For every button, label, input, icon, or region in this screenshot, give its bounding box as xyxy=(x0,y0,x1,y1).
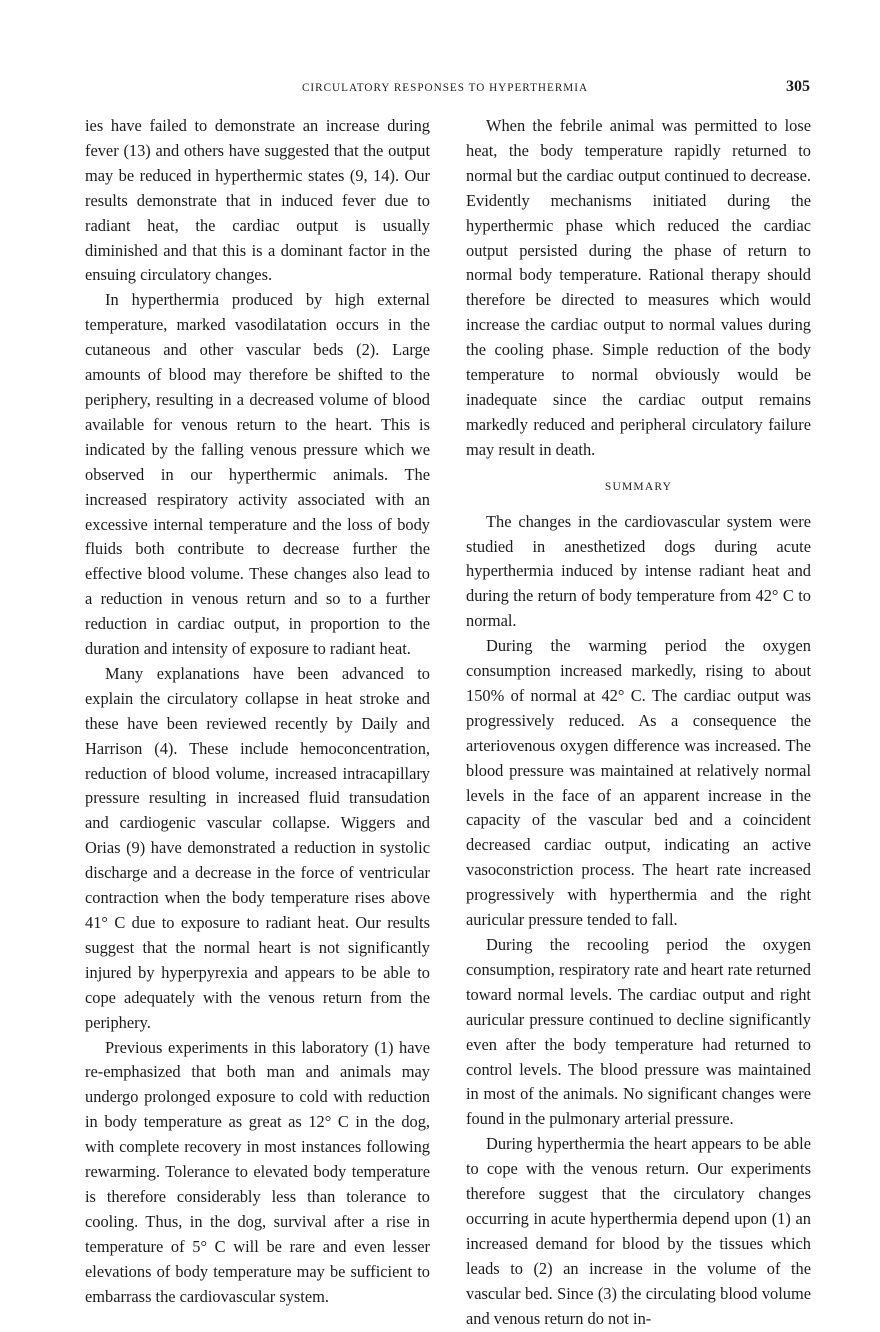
summary-paragraph: During the warming period the oxygen consumption increased markedly, rising to about 150% of normal at 42° C. The cardiac output was progressively reduced. As a consequence the arteriovenous oxygen difference was increased. The blood pressure was maintained at relatively normal levels in the face of an apparent increase in the capacity of the vascular bed and a coincident decreased cardiac output, indicating an active vasoconstriction process. The heart rate increased progressively with hyperthermia and the right auricular pressure tended to fall. xyxy=(466,636,811,930)
page-number: 305 xyxy=(786,78,810,95)
paragraph: When the febrile animal was permitted to lose heat, the body temperature rapidly returned to normal but the cardiac output continued to decrease. Evidently mechanisms initiated during the hyperthermic phase which reduced the cardiac output persisted during the phase of return to normal body temperature. Rational therapy should therefore be directed to measures which would increase the cardiac output to normal values during the cooling phase. Simple reduction of the body temperature to normal obviously would be inadequate since the cardiac output remains markedly reduced and peripheral circulatory failure may result in death. xyxy=(466,116,811,459)
running-head: CIRCULATORY RESPONSES TO HYPERTHERMIA xyxy=(301,82,589,94)
summary-paragraph: During hyperthermia the heart appears to be able to cope with the venous return. Our experiments therefore suggest that the circulatory changes occurring in acute hyperthermia depend upon (1) an increased demand for blood by the tissues which leads to (2) an increase in the volume of the vascular bed. Since (3) the circulating blood volume and venous return do not in- xyxy=(466,1134,811,1328)
left-column xyxy=(85,114,430,1310)
paragraph: ies have failed to demonstrate an increase during fever (13) and others have suggested that the output may be reduced in hyperthermic states (9, 14). Our results demonstrate that in induced fever due to radiant heat, the cardiac output is usually diminished and that this is a dominant factor in the ensuing circulatory changes. xyxy=(85,116,430,285)
right-column xyxy=(466,114,811,1332)
summary-heading: SUMMARY xyxy=(604,480,673,493)
paragraph: Many explanations have been advanced to explain the circulatory collapse in heat stroke and these have been reviewed recently by Daily and Harrison (4). These include hemoconcentration, reduction of blood volume, increased intracapillary pressure resulting in increased fluid transudation and cardiogenic vascular collapse. Wiggers and Orias (9) have demonstrated a reduction in systolic discharge and a decrease in the force of ventricular contraction when the body temperature rises above 41° C due to exposure to radiant heat. Our results suggest that the normal heart is not significantly injured by hyperpyrexia and appears to be able to cope adequately with the venous return from the periphery. xyxy=(85,663,430,1032)
summary-paragraph: The changes in the cardiovascular system were studied in anesthetized dogs during acute hyperthermia induced by intense radiant heat and during the return of body temperature from 42° C to normal. xyxy=(466,511,811,631)
summary-paragraph: During the recooling period the oxygen consumption, respiratory rate and heart rate returned toward normal levels. The cardiac output and right auricular pressure continued to decline significantly even after the body temperature had returned to control levels. The blood pressure was maintained in most of the animals. No significant changes were found in the pulmonary arterial pressure. xyxy=(466,935,811,1129)
paragraph: In hyperthermia produced by high external temperature, marked vasodilatation occurs in the cutaneous and other vascular beds (2). Large amounts of blood may therefore be shifted to the periphery, resulting in a decreased volume of blood available for venous return to the heart. This is indicated by the falling venous pressure which we observed in our hyperthermic animals. The increased respiratory activity associated with an excessive internal temperature and the loss of body fluids both contribute to decrease further the effective blood volume. These changes also lead to a reduction in venous return and so to a further reduction in cardiac output, in proportion to the duration and intensity of exposure to radiant heat. xyxy=(85,290,430,659)
paragraph: Previous experiments in this laboratory (1) have re-emphasized that both man and animals may undergo prolonged exposure to cold with reduction in body temperature as great as 12° C in the dog, with complete recovery in most instances following rewarming. Tolerance to elevated body temperature is therefore considerably less than tolerance to cooling. Thus, in the dog, survival after a rise in temperature of 5° C will be rare and even lesser elevations of body temperature may be sufficient to embarrass the cardiovascular system. xyxy=(85,1037,430,1306)
